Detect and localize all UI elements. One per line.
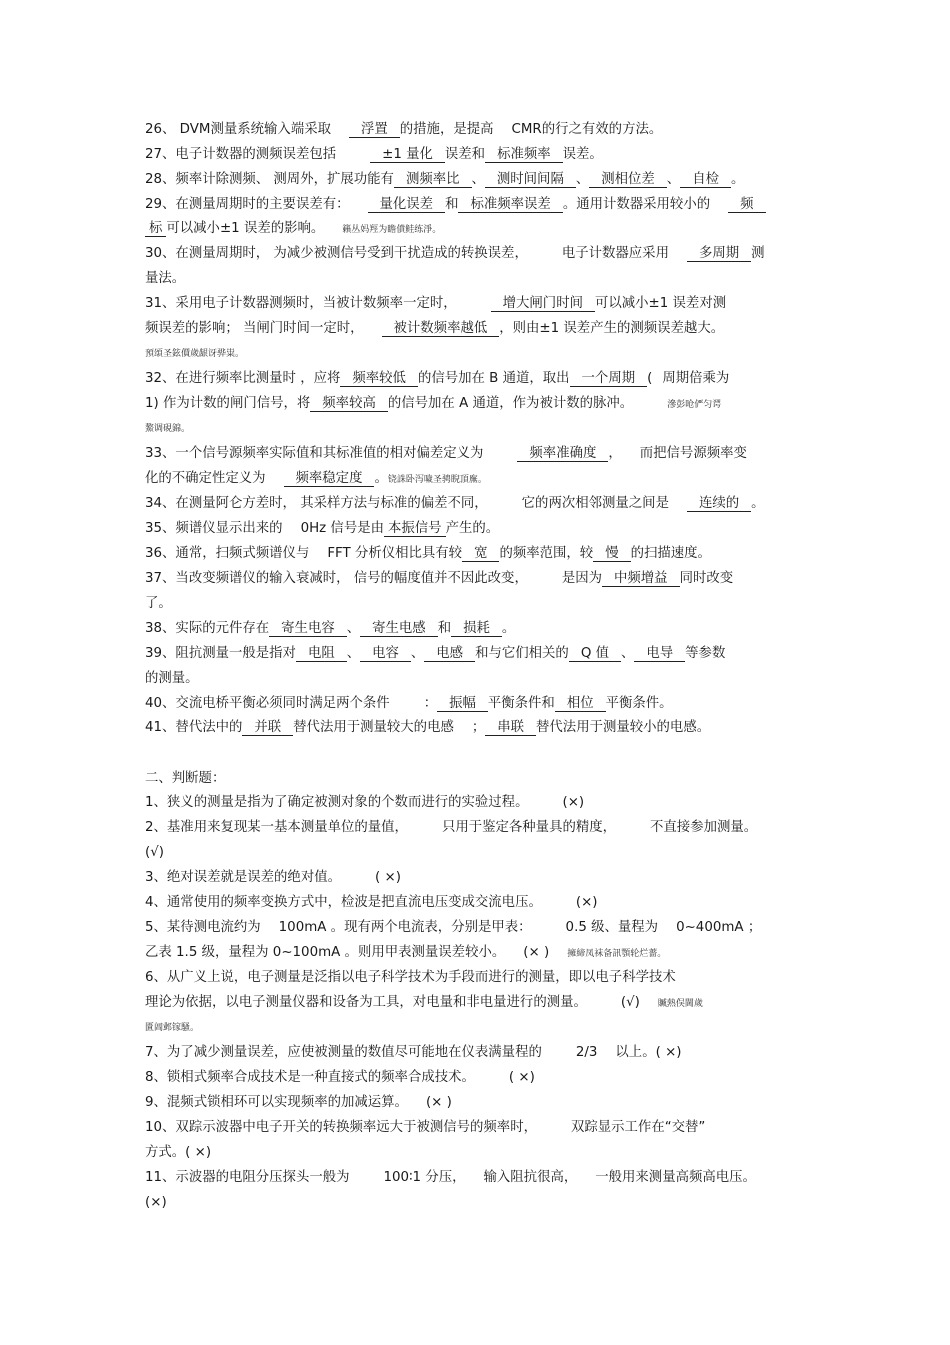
text: 而把信号源频率变: [639, 446, 747, 461]
text: 26、 DVM测量系统输入端采取: [145, 122, 331, 137]
question-35: [145, 520, 815, 538]
text: 41、替代法中的: [145, 720, 243, 735]
text: 5、某待测电流约为: [145, 920, 261, 935]
question-32-cont: [145, 395, 815, 414]
text: 替代法用于测量较小的电感。: [536, 720, 711, 735]
text: 频误差的影响； 当闸门时间一定时，: [145, 321, 364, 336]
judge-5: [145, 919, 815, 937]
answer-blank: 慢: [593, 546, 630, 562]
text: 了。: [145, 596, 172, 611]
text: 等参数: [685, 646, 726, 661]
answer-blank: 一个周期: [570, 371, 648, 387]
noise-text: 滲彭呛俨匀谔: [667, 400, 722, 410]
question-33: [145, 445, 815, 463]
answer-mark: (×): [575, 895, 598, 910]
text: 的措施，是提高: [399, 122, 494, 137]
text: 、: [666, 172, 681, 187]
text: 的信号加在 A 通道，作为被计数的脉冲。: [387, 396, 634, 411]
answer-blank: 电感: [424, 646, 475, 662]
text: 、: [471, 172, 485, 187]
noise-text: 匱阊邺镓騷。: [145, 1023, 200, 1033]
answer-mark: (×): [145, 1195, 167, 1210]
text: ，: [608, 446, 622, 461]
text: 的信号加在 B 通道，取出: [417, 371, 570, 386]
text: 的扫描速度。: [630, 546, 711, 561]
text: 9、混频式锁相环可以实现频率的加减运算。: [145, 1095, 408, 1110]
text: 0Hz 信号是由: [300, 521, 384, 536]
text: 。通用计数器采用较小的: [562, 197, 711, 212]
answer-mark: (×): [562, 795, 585, 810]
question-38: [145, 620, 815, 638]
answer-blank: 量化误差: [368, 197, 446, 213]
answer-blank: 多周期: [687, 246, 751, 262]
text: 6、从广义上说，电子测量是泛指以电子科学技术为手段而进行的测量，即以电子科学技术: [145, 970, 676, 985]
noise-text: 籟丛妈羥为瞻僨鲑练淨。: [342, 225, 442, 235]
judge-1: [145, 794, 815, 812]
answer-blank: 电导: [634, 646, 685, 662]
answer-blank: 相位: [555, 696, 606, 712]
text: 8、锁相式频率合成技术是一种直接式的频率合成技术。: [145, 1070, 475, 1085]
answer-blank: 自检: [680, 172, 731, 188]
text: 量法。: [145, 271, 186, 286]
text: 4、通常使用的频率变换方式中，检波是把直流电压变成交流电压。: [145, 895, 542, 910]
text: 7、为了减少测量误差，应使被测量的数值尽可能地在仪表满量程的: [145, 1045, 542, 1060]
judge-7: [145, 1044, 815, 1062]
text: 测: [751, 246, 765, 261]
answer-blank: 频率较高: [310, 396, 388, 412]
noise-text: 铙誅卧泻噦圣骋睨頂廡。: [387, 475, 487, 485]
text: 28、频率计除测频、 测周外，扩展功能有: [145, 172, 394, 187]
text: 和: [445, 197, 459, 212]
text: 和: [437, 621, 452, 636]
noise-line: [145, 344, 815, 363]
text: 理论为依据，以电子测量仪器和设备为工具，对电量和非电量进行的测量。: [145, 995, 587, 1010]
text: 。: [374, 471, 388, 486]
answer-mark: (√): [145, 845, 164, 860]
text: 、: [410, 646, 425, 661]
text: 二、判断题：: [145, 771, 226, 786]
answer-blank: Q 值: [569, 646, 621, 662]
text: ：: [423, 696, 438, 711]
question-30-cont: [145, 270, 815, 288]
answer-blank: ±1 量化: [370, 147, 445, 163]
text: 化的不确定性定义为: [145, 471, 266, 486]
text: 以上。( ×): [615, 1045, 682, 1060]
text: 它的两次相邻测量之间是: [521, 496, 669, 511]
text: 1) 作为计数的闸门信号，将: [145, 396, 311, 411]
text: 30、在测量周期时， 为减少被测信号受到干扰造成的转换误差，: [145, 246, 528, 261]
noise-text: 贓熱俣閫歲: [657, 999, 703, 1009]
text: 100mA 。现有两个电流表，分别是甲表：: [278, 920, 532, 935]
question-31: [145, 295, 815, 313]
text: 40、交流电桥平衡必须同时满足两个条件: [145, 696, 390, 711]
text: 产生的。: [445, 521, 500, 536]
question-39: [145, 645, 815, 663]
answer-blank: 被计数频率越低: [382, 321, 500, 337]
text: 可以减小±1 误差对测: [594, 296, 727, 311]
text: 周期倍乘为: [662, 371, 730, 386]
answer-blank: 并联: [242, 720, 293, 736]
text: 替代法用于测量较大的电感: [293, 720, 454, 735]
text: 11、示波器的电阻分压探头一般为: [145, 1170, 350, 1185]
answer-blank: 标准频率误差: [458, 197, 562, 213]
answer-blank: 频率稳定度: [284, 471, 375, 487]
text: 31、采用电子计数器测频时，当被计数频率一定时，: [145, 296, 457, 311]
answer-blank: 宽: [462, 546, 499, 562]
text: 是因为: [561, 571, 603, 586]
text: 39、阻抗测量一般是指对: [145, 646, 296, 661]
text: 3、绝对误差就是误差的绝对值。: [145, 870, 341, 885]
answer-blank: 寄生电感: [360, 621, 438, 637]
question-41: [145, 719, 815, 737]
answer-blank: 浮置: [349, 122, 400, 138]
text: 0.5 级、量程为: [565, 920, 659, 935]
answer-blank: 测频率比: [394, 172, 472, 188]
question-37-cont: [145, 595, 815, 613]
text: 27、电子计数器的测频误差包括: [145, 147, 337, 162]
answer-mark: (× ): [425, 1095, 452, 1110]
answer-blank: 连续的: [687, 496, 751, 512]
text: 2、基准用来复现某一基本测量单位的量值，: [145, 820, 408, 835]
answer-blank: 损耗: [451, 621, 502, 637]
judge-2: [145, 819, 815, 837]
question-36: [145, 545, 815, 563]
noise-line: [145, 419, 815, 438]
text: 37、当改变频谱仪的输入衰减时， 信号的幅度值并不因此改变，: [145, 571, 528, 586]
text: 100∶1 分压，: [383, 1170, 466, 1185]
noise-line: [145, 1018, 815, 1037]
text: 同时改变: [679, 571, 734, 586]
judge-2-cont: [145, 844, 815, 862]
question-34: [145, 495, 815, 513]
answer-blank: 寄生电容: [269, 621, 347, 637]
judge-4: [145, 894, 815, 912]
text: 、: [621, 646, 635, 661]
judge-11: [145, 1169, 815, 1187]
section-heading: [145, 770, 815, 788]
question-30: [145, 245, 815, 263]
text: 方式。( ×): [145, 1145, 212, 1160]
answer-blank: 串联: [485, 720, 536, 736]
answer-mark: ( ×): [508, 1070, 535, 1085]
question-33-cont: [145, 470, 815, 489]
text: 2/3: [575, 1045, 598, 1060]
question-26: [145, 121, 815, 139]
text: 平衡条件。: [605, 696, 673, 711]
text: 。: [730, 172, 745, 187]
question-31-cont: [145, 320, 815, 338]
answer-blank: 频率准确度: [517, 446, 608, 462]
question-29-cont: [145, 220, 815, 239]
answer-blank: 标: [145, 221, 166, 237]
text: 、: [346, 646, 361, 661]
text: 电子计数器应采用: [561, 246, 669, 261]
text: 和与它们相关的: [475, 646, 569, 661]
judge-10: [145, 1119, 815, 1137]
judge-5-cont: [145, 944, 815, 963]
answer-mark: (√): [620, 995, 640, 1010]
text: 的测量。: [145, 671, 199, 686]
text: 10、双踪示波器中电子开关的转换频率远大于被测信号的频率时，: [145, 1120, 537, 1135]
text: 29、在测量周期时的主要误差有：: [145, 197, 350, 212]
text: 35、频谱仪显示出来的: [145, 521, 283, 536]
answer-blank: 测相位差: [589, 172, 667, 188]
text: 不直接参加测量。: [650, 820, 758, 835]
text: 只用于鉴定各种量具的精度，: [441, 820, 617, 835]
answer-mark: (× ): [523, 945, 550, 960]
judge-3: [145, 869, 815, 887]
text: 。: [501, 621, 516, 636]
answer-blank: 本振信号: [384, 521, 446, 537]
text: 0~400mA ；: [676, 920, 762, 935]
judge-10-cont: [145, 1144, 815, 1162]
text: 33、一个信号源频率实际值和其标准值的相对偏差定义为: [145, 446, 484, 461]
judge-8: [145, 1069, 815, 1087]
text: FFT 分析仪相比具有较: [327, 546, 463, 561]
text: 误差。: [562, 147, 603, 162]
answer-blank: 频率较低: [340, 371, 418, 387]
answer-blank: 中频增益: [602, 571, 680, 587]
question-39-cont: [145, 670, 815, 688]
answer-blank: 频: [728, 197, 765, 213]
question-37: [145, 570, 815, 588]
text: 可以减小±1 误差的影响。: [166, 221, 325, 236]
noise-text: 擁締凤袜备訊顎轮烂薔。: [567, 949, 667, 959]
answer-blank: 标准频率: [485, 147, 563, 163]
text: 、: [346, 621, 361, 636]
text: 1、狭义的测量是指为了确定被测对象的个数而进行的实验过程。: [145, 795, 529, 810]
text: 误差和: [444, 147, 486, 162]
text: 。: [751, 496, 765, 511]
question-27: [145, 146, 815, 164]
judge-11-cont: [145, 1194, 815, 1212]
question-29: [145, 196, 815, 214]
text: 、: [575, 172, 590, 187]
text: ，则由±1 误差产生的测频误差越大。: [499, 321, 725, 336]
judge-9: [145, 1094, 815, 1112]
text: 输入阻抗很高，: [483, 1170, 578, 1185]
text: 32、在进行频率比测量时 ，应将: [145, 371, 341, 386]
text: ；: [471, 720, 486, 735]
answer-blank: 测时间间隔: [485, 172, 576, 188]
answer-blank: 增大闸门时间: [491, 296, 595, 312]
answer-mark: ( ×): [375, 870, 401, 885]
judge-6-cont: [145, 994, 815, 1013]
question-40: [145, 695, 815, 713]
text: 乙表 1.5 级，量程为 0~100mA 。则用甲表测量误差较小。: [145, 945, 506, 960]
question-32: [145, 370, 815, 388]
text: 双踪显示工作在“交替”: [570, 1120, 706, 1135]
answer-blank: 电容: [360, 646, 411, 662]
text: CMR的行之有效的方法。: [511, 122, 663, 137]
text: 36、通常，扫频式频谱仪与: [145, 546, 310, 561]
text: 38、实际的元件存在: [145, 621, 270, 636]
text: 的频率范围，较: [499, 546, 594, 561]
judge-6: [145, 969, 815, 987]
noise-text: 預頌圣鉉價歲龈讶骅粜。: [145, 349, 245, 359]
noise-text: 鰲调硯錦。: [145, 424, 191, 434]
text: 平衡条件和: [487, 696, 555, 711]
answer-blank: 电阻: [296, 646, 347, 662]
answer-blank: 振幅: [437, 696, 488, 712]
text: (: [647, 371, 653, 386]
text: 34、在测量阿仑方差时， 其采样方法与标准的偏差不同，: [145, 496, 488, 511]
text: 一般用来测量高频高电压。: [595, 1170, 756, 1185]
question-28: [145, 171, 815, 189]
